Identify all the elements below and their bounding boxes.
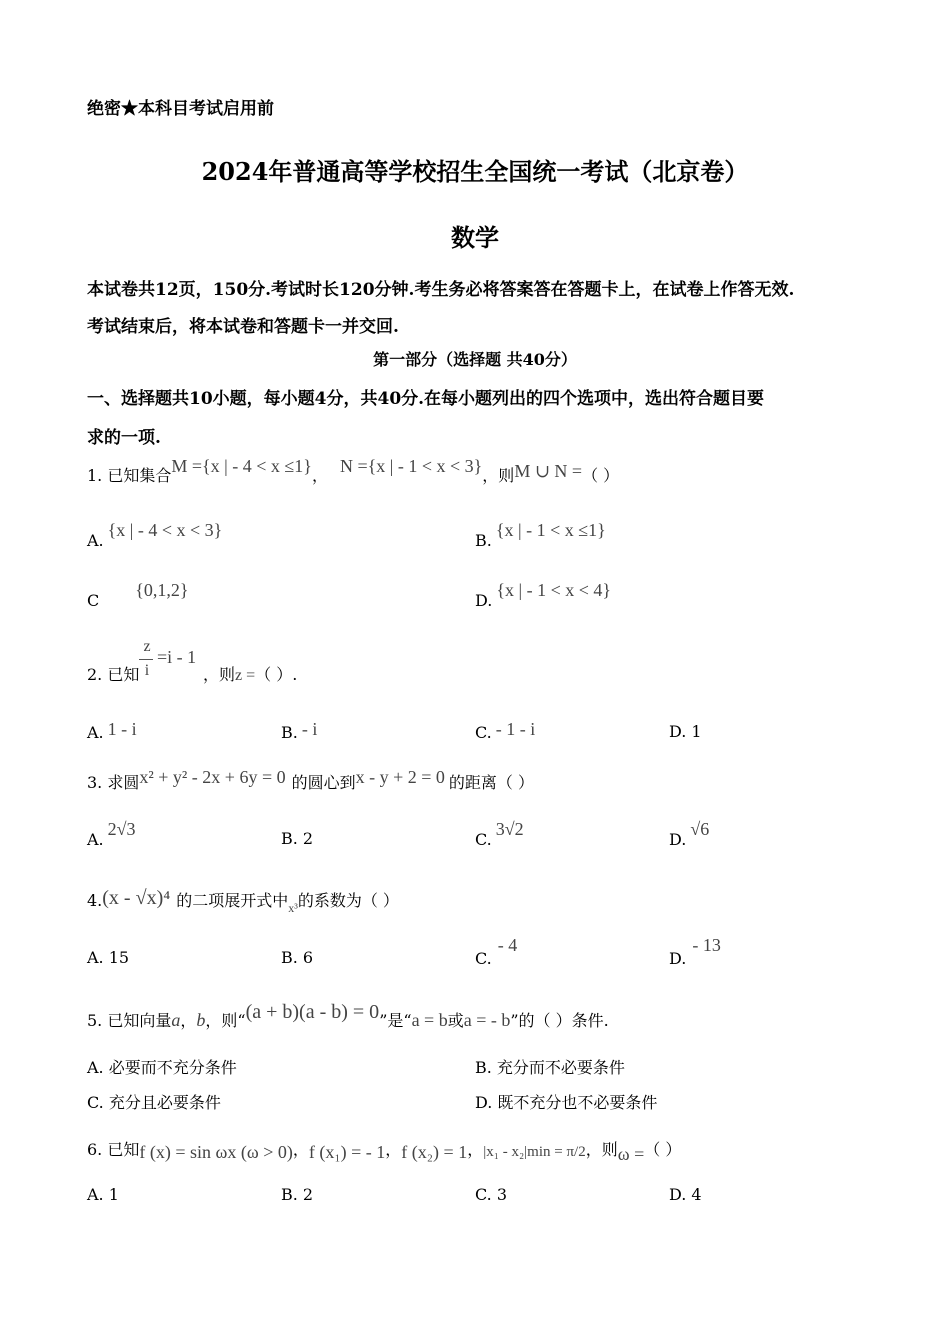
q4-mid: 的二项展开式中 bbox=[176, 891, 289, 910]
q5-then: ，则“ bbox=[205, 1011, 246, 1030]
q3-c-label: C. bbox=[475, 830, 492, 849]
q6-option-a: A. 1 bbox=[87, 1185, 119, 1204]
q4-option-d bbox=[669, 935, 721, 969]
q5-or: 或 bbox=[447, 1011, 464, 1030]
q2-frac-num: z bbox=[143, 638, 151, 655]
q6-prefix: 6. 已知 bbox=[87, 1140, 140, 1159]
q1-c-value: {0,1,2} bbox=[135, 580, 189, 600]
q1-a-value: {x | - 4 < x < 3} bbox=[107, 520, 223, 540]
q2-tail bbox=[203, 662, 297, 685]
q5-post: ”的（ ）条件. bbox=[510, 1011, 609, 1030]
q2-c-value: - 1 - i bbox=[495, 719, 536, 739]
q4-term: x³ bbox=[288, 901, 298, 915]
q2-option-d: D. 1 bbox=[669, 722, 702, 741]
q1-d-label: D. bbox=[475, 591, 493, 610]
q4-c-value: - 4 bbox=[497, 935, 518, 955]
q3-line-eq: x - y + 2 = 0 bbox=[355, 767, 445, 787]
q2-prefix: 2. 已知 bbox=[87, 665, 140, 684]
instructions-line-2: 考试结束后，将本试卷和答题卡一并交回. bbox=[87, 317, 399, 337]
q1-then: ，则 bbox=[482, 466, 515, 485]
q6-comma-1: ， bbox=[292, 1140, 309, 1159]
q6-min-distance: |x₁ - x₂|min = π/2 bbox=[483, 1144, 586, 1160]
q1-c-label: C bbox=[87, 591, 100, 610]
q2-b-label: B. bbox=[281, 723, 298, 742]
subject-title: 数学 bbox=[451, 223, 499, 252]
q3-post: 的距离（ ） bbox=[448, 773, 535, 792]
q3-d-value: √6 bbox=[690, 819, 710, 839]
q1-sep: ， bbox=[311, 466, 328, 485]
q3-c-value: 3√2 bbox=[495, 819, 524, 839]
q6-blank: （ ） bbox=[644, 1140, 682, 1159]
q3-option-d bbox=[669, 819, 710, 850]
part1-title: 第一部分（选择题 共40分） bbox=[373, 350, 577, 369]
q1-option-b bbox=[475, 520, 606, 551]
q5-option-c: C. 充分且必要条件 bbox=[87, 1093, 221, 1112]
q5-cond-1: a = b bbox=[411, 1010, 448, 1030]
q2-frac-line bbox=[139, 659, 153, 660]
q6-option-c: C. 3 bbox=[475, 1185, 508, 1204]
q1-set-m: M ={x | - 4 < x ≤1} bbox=[171, 456, 312, 476]
q5-prefix: 5. 已知向量 bbox=[87, 1011, 172, 1030]
q5-condition: (a + b)(a - b) = 0 bbox=[245, 1001, 380, 1023]
q5-is: ”是“ bbox=[379, 1011, 412, 1030]
q4-c-label: C. bbox=[475, 949, 492, 968]
q3-option-b: B. 2 bbox=[281, 829, 314, 848]
q4-binomial: (x - √x)⁴ bbox=[102, 887, 171, 909]
q3-circle-eq: x² + y² - 2x + 6y = 0 bbox=[139, 767, 286, 787]
q1-blank: （ ） bbox=[582, 466, 620, 485]
q1-d-value: {x | - 1 < x < 4} bbox=[496, 580, 612, 600]
q6-fx2: f (x₂) = 1 bbox=[401, 1142, 468, 1162]
q2-then: ，则 bbox=[203, 665, 236, 684]
q2-rhs: =i - 1 bbox=[157, 647, 197, 667]
q4-option-c bbox=[475, 935, 518, 969]
exam-title: 2024年普通高等学校招生全国统一考试（北京卷） bbox=[201, 157, 749, 186]
secret-label: 绝密★本科目考试启用前 bbox=[87, 99, 274, 119]
q2-var: z = bbox=[235, 667, 256, 684]
q5-comma: ， bbox=[180, 1011, 197, 1030]
q2-option-a bbox=[87, 719, 137, 743]
q1-option-c bbox=[87, 580, 189, 611]
q1-union: M ∪ N = bbox=[514, 461, 583, 481]
q6-function: f (x) = sin ωx (ω > 0) bbox=[139, 1142, 293, 1162]
q2-stem bbox=[87, 662, 139, 685]
q3-option-c bbox=[475, 819, 524, 850]
q2-blank: （ ）. bbox=[255, 665, 298, 684]
q3-mid: 的圆心到 bbox=[291, 773, 356, 792]
q2-b-value: - i bbox=[301, 719, 318, 739]
q3-stem bbox=[87, 767, 535, 793]
part1-desc-line-1: 一、选择题共10小题，每小题4分，共40分.在每小题列出的四个选项中，选出符合题目要 bbox=[87, 389, 765, 409]
q4-d-label: D. bbox=[669, 949, 687, 968]
q6-option-b: B. 2 bbox=[281, 1185, 314, 1204]
q4-prefix: 4. bbox=[87, 891, 103, 910]
q4-d-value: - 13 bbox=[692, 935, 721, 955]
q3-prefix: 3. 求圆 bbox=[87, 773, 140, 792]
q1-option-a bbox=[87, 520, 223, 551]
q3-a-value: 2√3 bbox=[107, 819, 136, 839]
q1-prefix: 1. 已知集合 bbox=[87, 466, 172, 485]
q5-option-d: D. 既不充分也不必要条件 bbox=[475, 1093, 658, 1112]
q6-comma-2: ， bbox=[385, 1140, 402, 1159]
q2-option-b bbox=[281, 719, 318, 743]
q6-fx1: f (x₁) = - 1 bbox=[308, 1142, 386, 1162]
q4-post: 的系数为（ ） bbox=[297, 891, 399, 910]
q1-option-d bbox=[475, 580, 612, 611]
q5-option-a: A. 必要而不充分条件 bbox=[87, 1058, 237, 1077]
q2-frac-den: i bbox=[144, 662, 150, 679]
q4-option-b: B. 6 bbox=[281, 948, 314, 967]
q5-stem bbox=[87, 1001, 609, 1032]
q1-b-label: B. bbox=[475, 531, 492, 550]
q4-option-a: A. 15 bbox=[87, 948, 130, 967]
q5-cond-2: a = - b bbox=[463, 1010, 511, 1030]
q1-b-value: {x | - 1 < x ≤1} bbox=[495, 520, 606, 540]
q2-option-c bbox=[475, 719, 536, 743]
q1-set-n: N ={x | - 1 < x < 3} bbox=[339, 456, 483, 476]
q5-option-b: B. 充分而不必要条件 bbox=[475, 1058, 625, 1077]
q2-c-label: C. bbox=[475, 723, 492, 742]
q6-omega: ω = bbox=[617, 1144, 645, 1164]
q6-option-d: D. 4 bbox=[669, 1185, 702, 1204]
q5-vec-a: a bbox=[171, 1010, 181, 1030]
q1-stem bbox=[87, 456, 620, 486]
part1-desc-line-2: 求的一项. bbox=[87, 428, 161, 448]
q1-a-label: A. bbox=[87, 531, 104, 550]
q6-comma-3: ， bbox=[467, 1140, 484, 1159]
q4-stem bbox=[87, 887, 399, 915]
q6-then: ，则 bbox=[585, 1140, 618, 1159]
q3-option-a bbox=[87, 819, 136, 850]
q2-a-label: A. bbox=[87, 723, 104, 742]
q3-d-label: D. bbox=[669, 830, 687, 849]
q5-vec-b: b bbox=[196, 1010, 206, 1030]
q3-a-label: A. bbox=[87, 830, 104, 849]
instructions-line-1: 本试卷共12页，150分.考试时长120分钟.考生务必将答案答在答题卡上，在试卷上作答无效. bbox=[87, 280, 795, 300]
q6-stem bbox=[87, 1137, 682, 1164]
q2-a-value: 1 - i bbox=[107, 719, 137, 739]
